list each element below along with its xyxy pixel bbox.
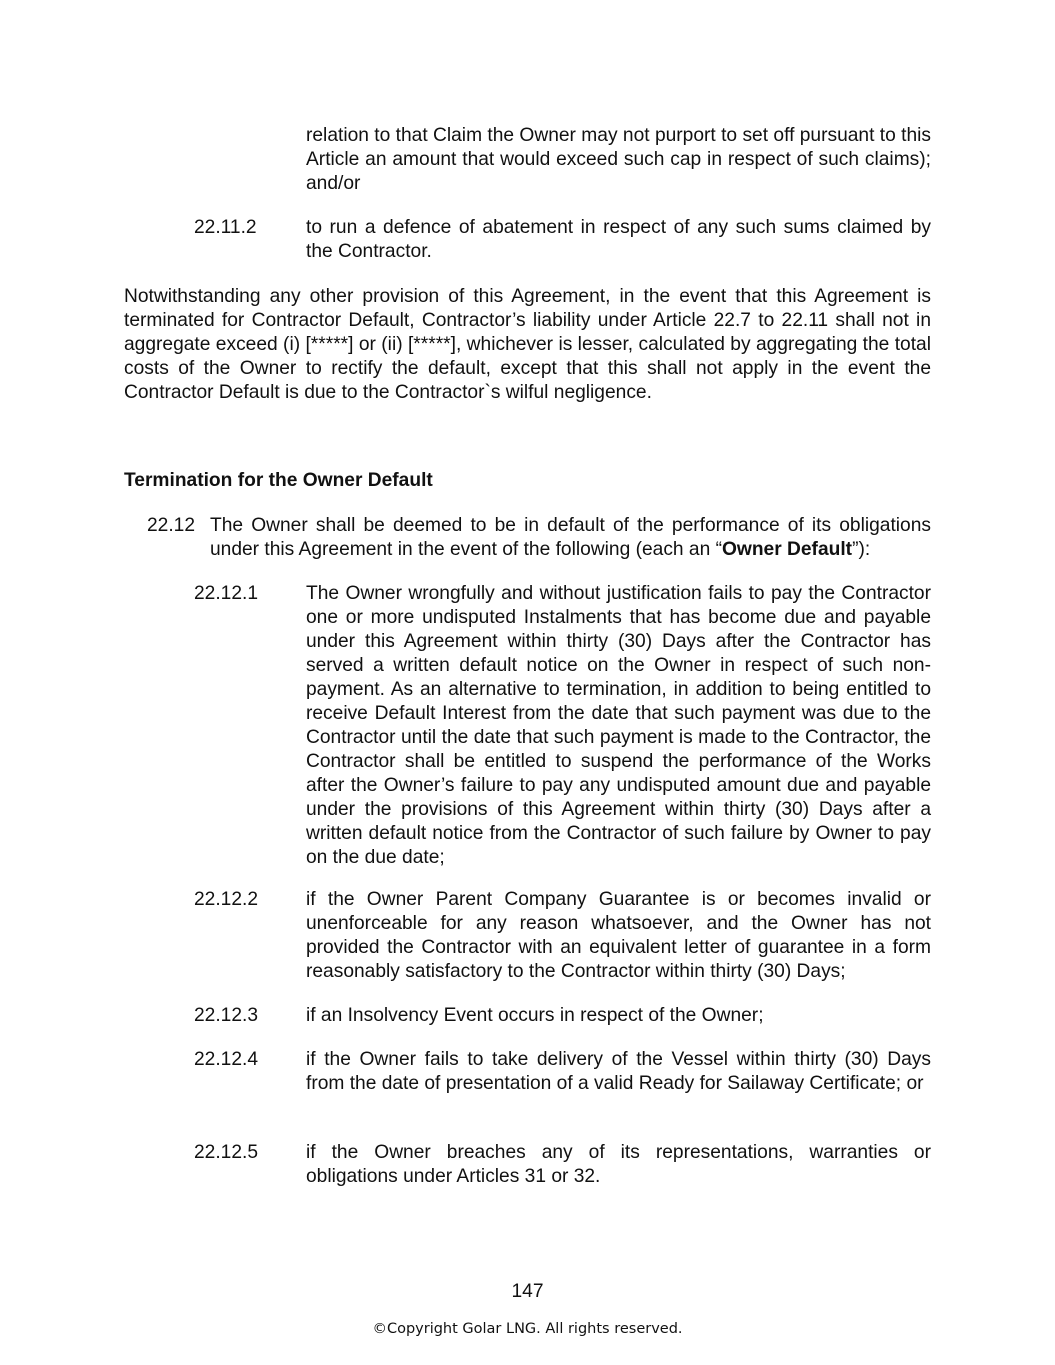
- copyright-footer: ©Copyright Golar LNG. All rights reserved.: [372, 1321, 683, 1337]
- page-number: 147: [511, 1281, 544, 1302]
- subclause-text: The Owner wrongfully and without justification fails to pay the Contractor one or more undisputed Instalments that has become due and payable under this Agreement within thirty (30) Days after the Contractor has served a written default notice on the Owner in respect of such non-payment. As an alternative to termination, in addition to being entitled to receive Default Interest from the date that such payment was due to the Contractor until the date that such payment is made to the Contractor, the Contractor shall be entitled to suspend the performance of the Works after the Owner’s failure to pay any undisputed amount due and payable under the provisions of this Agreement within thirty (30) Days after a written default notice from the Contractor of such failure by Owner to pay on the due date;: [306, 583, 931, 868]
- subclause-text: if the Owner breaches any of its representations, warranties or obligations under Articles 31 or 32.: [306, 1142, 931, 1187]
- subclause-number: 22.12.4: [194, 1049, 259, 1070]
- section-heading: Termination for the Owner Default: [124, 470, 433, 491]
- subclause-number: 22.12.3: [194, 1005, 259, 1026]
- subclause-text: if the Owner fails to take delivery of the Vessel within thirty (30) Days from the date of presentation of a valid Ready for Sailaway Certificate; or: [306, 1049, 931, 1094]
- subclause-number: 22.12.1: [194, 583, 259, 604]
- subclause-text: if an Insolvency Event occurs in respect of the Owner;: [306, 1005, 764, 1026]
- clause-22-12-text-after: ”):: [852, 539, 871, 560]
- clause-text-22-12: [210, 514, 931, 562]
- subclause-number: 22.12.2: [194, 889, 259, 910]
- continuation-paragraph: relation to that Claim the Owner may not purport to set off pursuant to this Article an amount that would exceed such cap in respect of such claims); and/or: [306, 125, 931, 194]
- subclause-number: 22.12.5: [194, 1142, 259, 1163]
- clause-number-22-11-2: 22.11.2: [194, 217, 257, 238]
- owner-default-term: Owner Default: [721, 539, 853, 560]
- subclause-text: if the Owner Parent Company Guarantee is or becomes invalid or unenforceable for any reason whatsoever, and the Owner has not provided the Contractor with an equivalent letter of guarantee in a form reasonably satisfactory to the Contractor within thirty (30) Days;: [306, 889, 931, 982]
- clause-number-22-12: 22.12: [147, 515, 196, 536]
- clause-text-22-11-2: to run a defence of abatement in respect of any such sums claimed by the Contractor.: [306, 217, 931, 262]
- clause-22-12-text-before: The Owner shall be deemed to be in default of the performance of its obligations under this Agreement in the event of the following (each an “: [210, 515, 931, 560]
- notwithstanding-paragraph: Notwithstanding any other provision of this Agreement, in the event that this Agreement is terminated for Contractor Default, Contractor’s liability under Article 22.7 to 22.11 shall not in aggregate exceed (i) [*****] or (ii) [*****], whichever is lesser, calculated by aggregating the total costs of the Owner to rectify the default, except that this shall not apply in the event the Contractor Default is due to the Contractor`s wilful negligence.: [124, 286, 931, 403]
